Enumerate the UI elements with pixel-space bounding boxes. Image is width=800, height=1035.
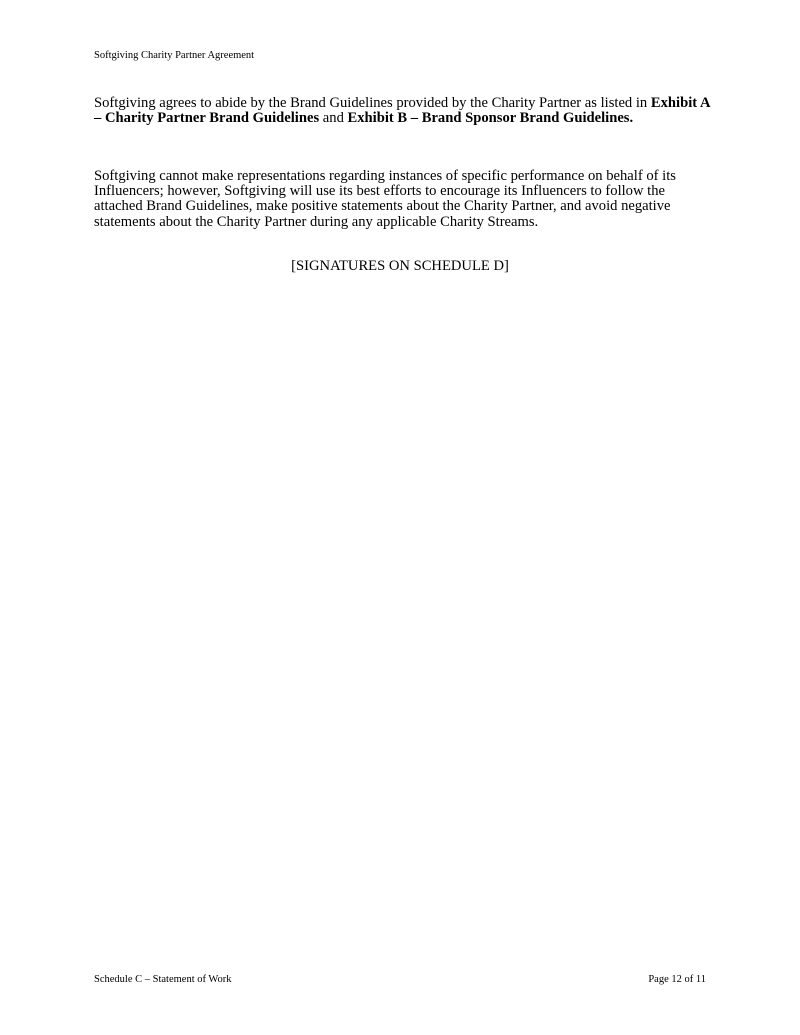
brand-guidelines-paragraph — [94, 96, 716, 126]
exhibit-connector: and — [319, 110, 348, 127]
footer-section-title: Schedule C – Statement of Work — [94, 974, 232, 985]
signatures-note: [SIGNATURES ON SCHEDULE D] — [291, 258, 509, 274]
footer-page-number: Page 12 of 11 — [648, 974, 706, 985]
exhibit-b-reference: Exhibit B – Brand Sponsor Brand Guidelines. — [347, 110, 634, 127]
brand-guidelines-lead: Softgiving agrees to abide by the Brand Guidelines provided by the Charity Partner as listed in — [94, 95, 651, 111]
influencer-performance-paragraph: Softgiving cannot make representations regarding instances of specific performance on behalf of its Influencers; however, Softgiving will use its best efforts to encourage its Influencers to follow the attached Brand Guidelines, make positive statements about the Charity Partner, and avoid negative statements about the Charity Partner during any applicable Charity Streams. — [94, 168, 676, 230]
exhibit-a-reference: Exhibit A – Charity Partner Brand Guidelines — [94, 95, 710, 127]
running-header: Softgiving Charity Partner Agreement — [94, 50, 255, 61]
